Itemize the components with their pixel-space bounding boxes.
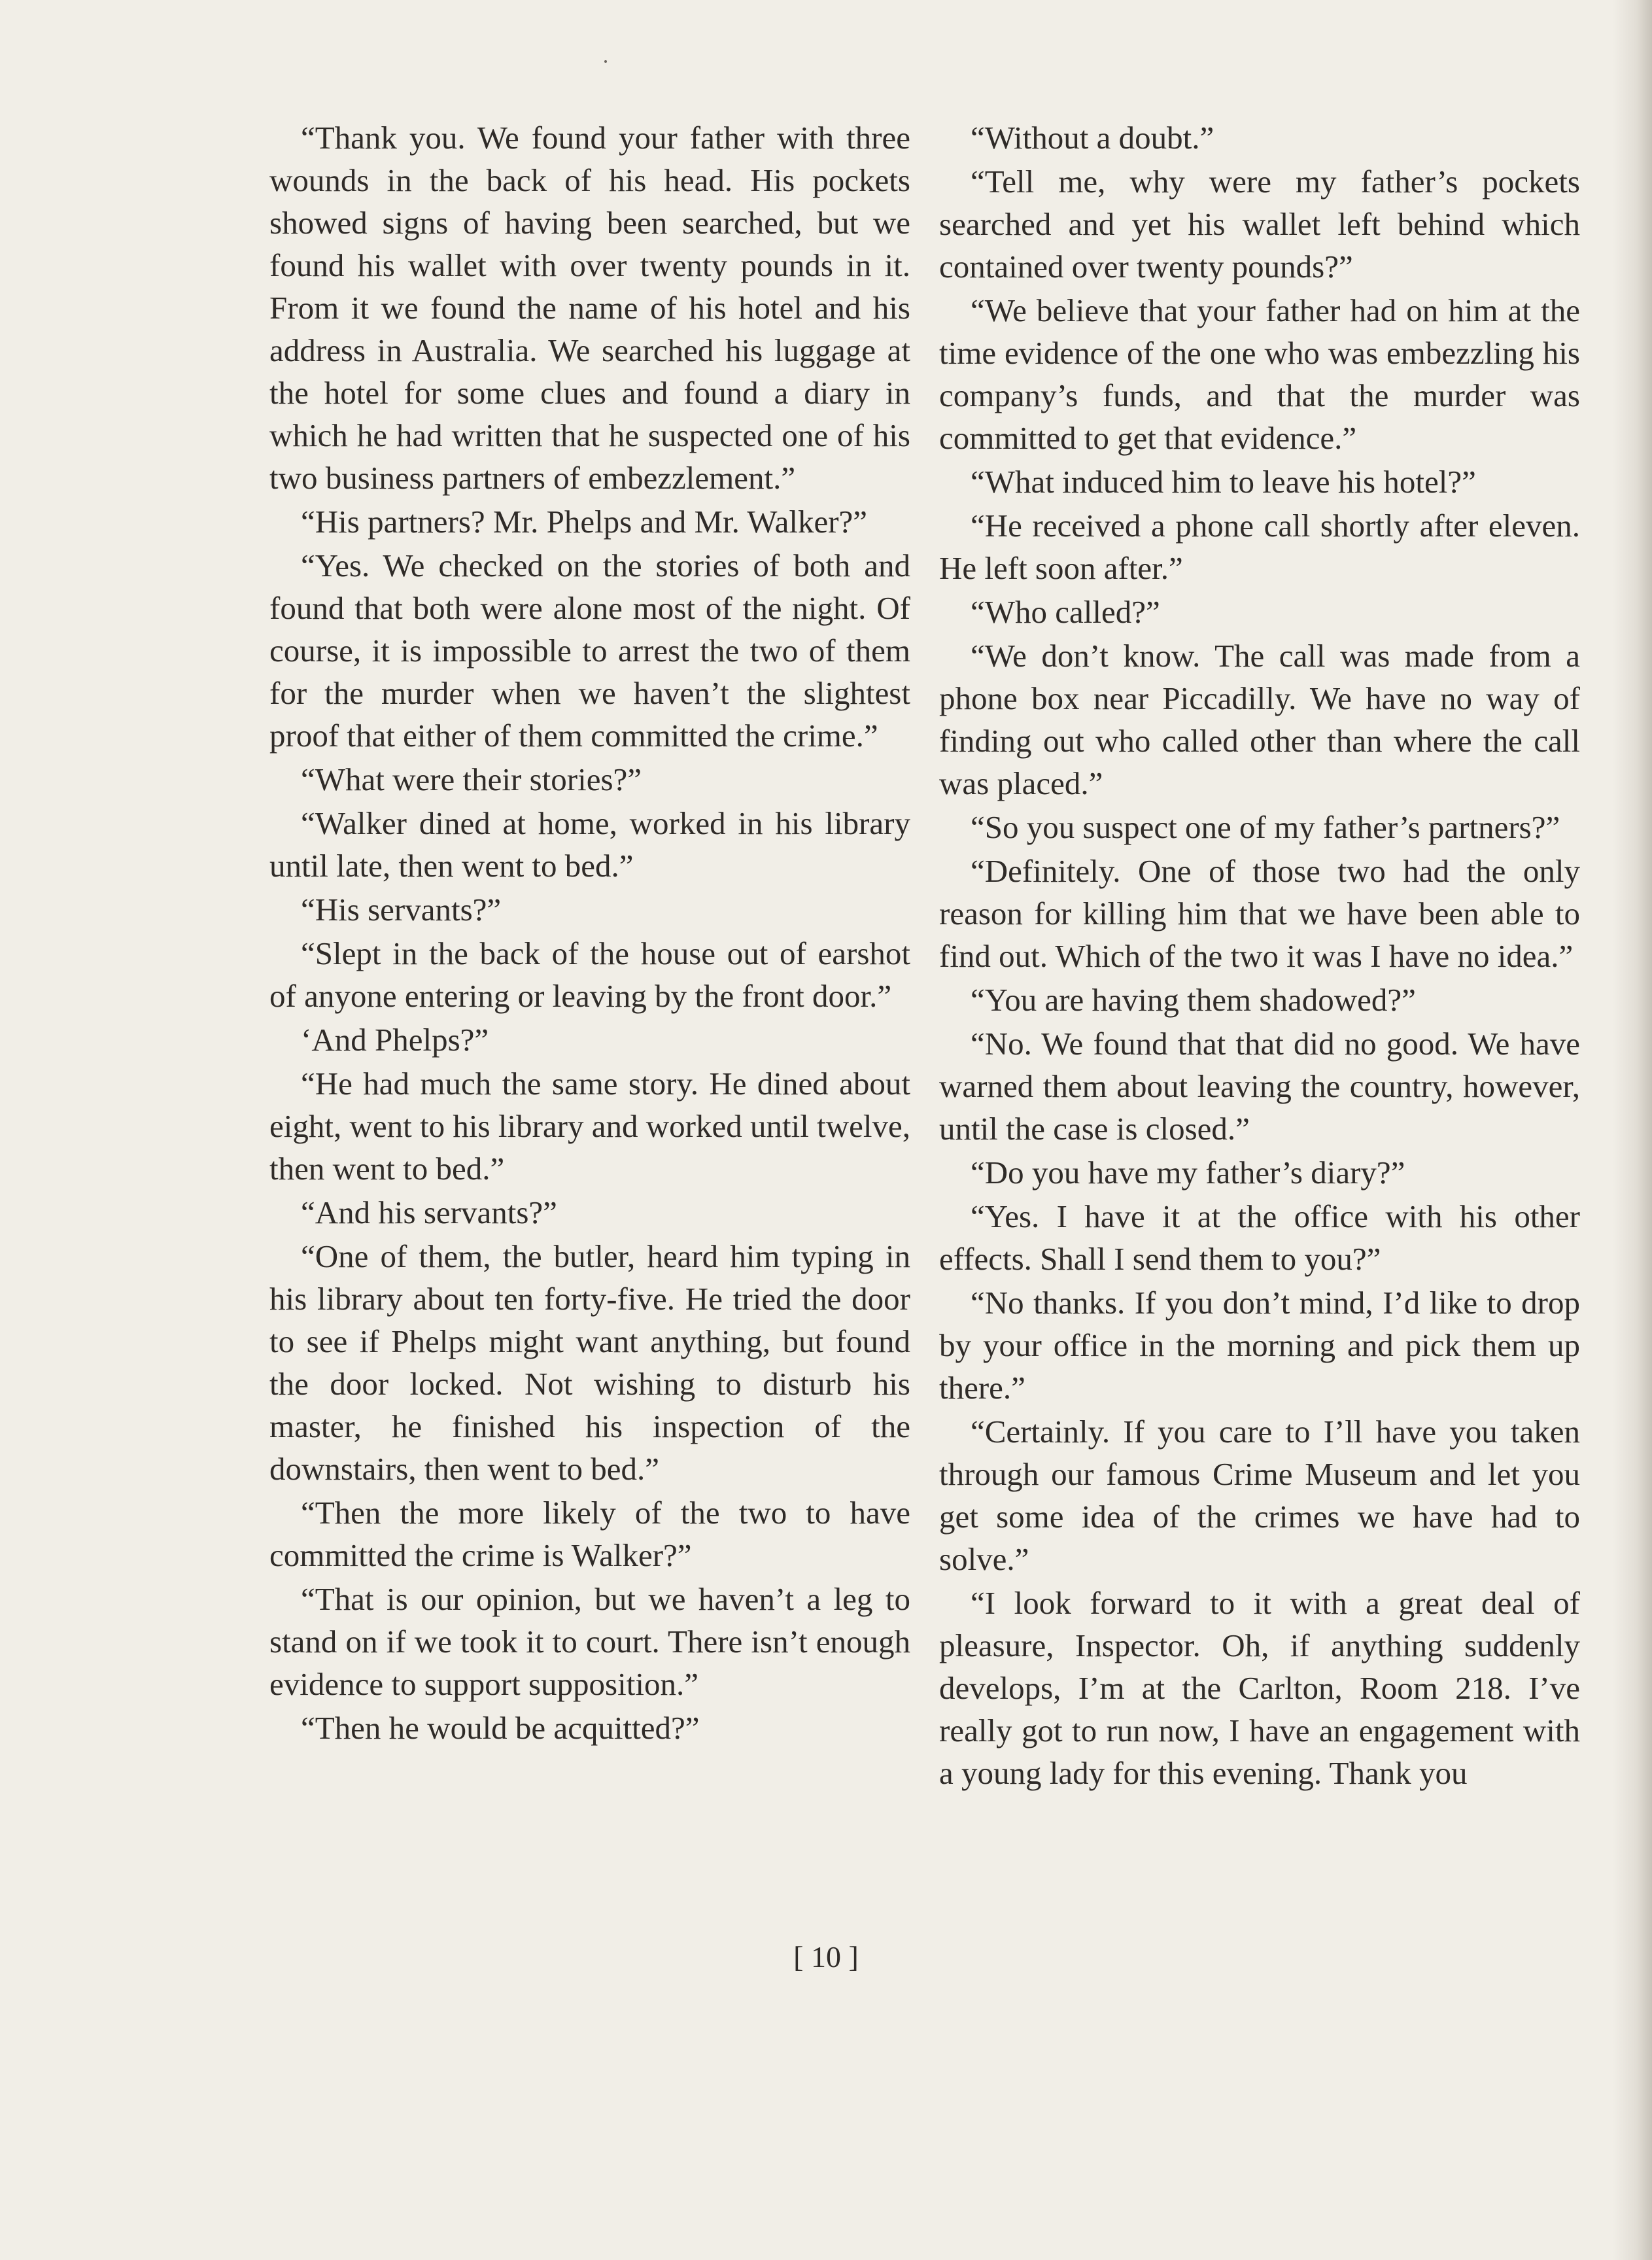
paragraph: “Tell me, why were my father’s pockets searched and yet his wallet left behind which contained over twenty pounds?” xyxy=(939,164,1580,285)
paragraph: “Definitely. One of those two had the only reason for killing him that we have been able to find out. Which of the two it was I have no idea.” xyxy=(939,853,1580,974)
paragraph: “And his servants?” xyxy=(301,1194,557,1230)
paragraph: “So you suspect one of my father’s partners?” xyxy=(971,809,1560,845)
paragraph: “We don’t know. The call was made from a phone box near Piccadilly. We have no way of finding out who called other than where the call was placed.” xyxy=(939,638,1580,801)
paragraph: “He had much the same story. He dined about eight, went to his library and worked until twelve, then went to bed.” xyxy=(269,1066,910,1187)
paragraph: “He received a phone call shortly after eleven. He left soon after.” xyxy=(939,508,1580,586)
paragraph: “No thanks. If you don’t mind, I’d like to drop by your office in the morning and pick them up there.” xyxy=(939,1285,1580,1406)
paragraph: ‘And Phelps?” xyxy=(301,1022,489,1058)
paragraph: “What induced him to leave his hotel?” xyxy=(971,464,1476,500)
paragraph: “You are having them shadowed?” xyxy=(971,982,1416,1018)
paragraph: “Who called?” xyxy=(971,594,1160,630)
paragraph: “Yes. I have it at the office with his other effects. Shall I send them to you?” xyxy=(939,1198,1580,1277)
right-text-column xyxy=(939,116,1580,1796)
paragraph: “That is our opinion, but we haven’t a leg to stand on if we took it to court. There isn’t enough evidence to support supposition.” xyxy=(269,1581,910,1702)
page-edge-shadow xyxy=(1613,0,1652,2260)
paragraph: “Yes. We checked on the stories of both and found that both were alone most of the night. Of course, it is impossible to arrest the two of them for the murder when we haven’t the slightest proof that either of them committed the crime.” xyxy=(269,548,910,754)
paragraph: “Walker dined at home, worked in his library until late, then went to bed.” xyxy=(269,805,910,884)
paragraph: “Thank you. We found your father with three wounds in the back of his head. His pockets showed signs of having been searched, but we found his wallet with over twenty pounds in it. From it we found the name of his hotel and his address in Australia. We searched his luggage at the hotel for some clues and found a diary in which he had written that he suspected one of his two business partners of embezzlement.” xyxy=(269,120,910,496)
paragraph: “His servants?” xyxy=(301,892,502,928)
paragraph: “Certainly. If you care to I’ll have you taken through our famous Crime Museum and let you get some idea of the crimes we have had to solve.” xyxy=(939,1414,1580,1577)
paragraph: “I look forward to it with a great deal of pleasure, Inspector. Oh, if anything suddenly develops, I’m at the Carlton, Room 218. I’ve really got to run now, I have an engagement with a young lady for this evening. Thank you xyxy=(939,1585,1580,1791)
paper-speck xyxy=(604,60,607,63)
paragraph: “Slept in the back of the house out of earshot of anyone entering or leaving by the front door.” xyxy=(269,935,910,1014)
paragraph: “No. We found that that did no good. We have warned them about leaving the country, however, until the case is closed.” xyxy=(939,1026,1580,1147)
paragraph: “We believe that your father had on him at the time evidence of the one who was embezzling his company’s funds, and that the murder was committed to get that evidence.” xyxy=(939,292,1580,456)
paragraph: “Then the more likely of the two to have committed the crime is Walker?” xyxy=(269,1495,910,1573)
paragraph: “What were their stories?” xyxy=(301,761,642,797)
left-text-column xyxy=(269,116,910,1750)
paragraph: “One of them, the butler, heard him typing in his library about ten forty-five. He tried the door to see if Phelps might want anything, but found the door locked. Not wishing to disturb his master, he finished his inspection of the downstairs, then went to bed.” xyxy=(269,1238,910,1487)
paragraph: “His partners? Mr. Phelps and Mr. Walker?” xyxy=(301,504,868,540)
page-number: [ 10 ] xyxy=(793,1940,859,1973)
paragraph: “Then he would be acquitted?” xyxy=(301,1710,700,1746)
paragraph: “Without a doubt.” xyxy=(971,120,1214,156)
paragraph: “Do you have my father’s diary?” xyxy=(971,1155,1405,1191)
